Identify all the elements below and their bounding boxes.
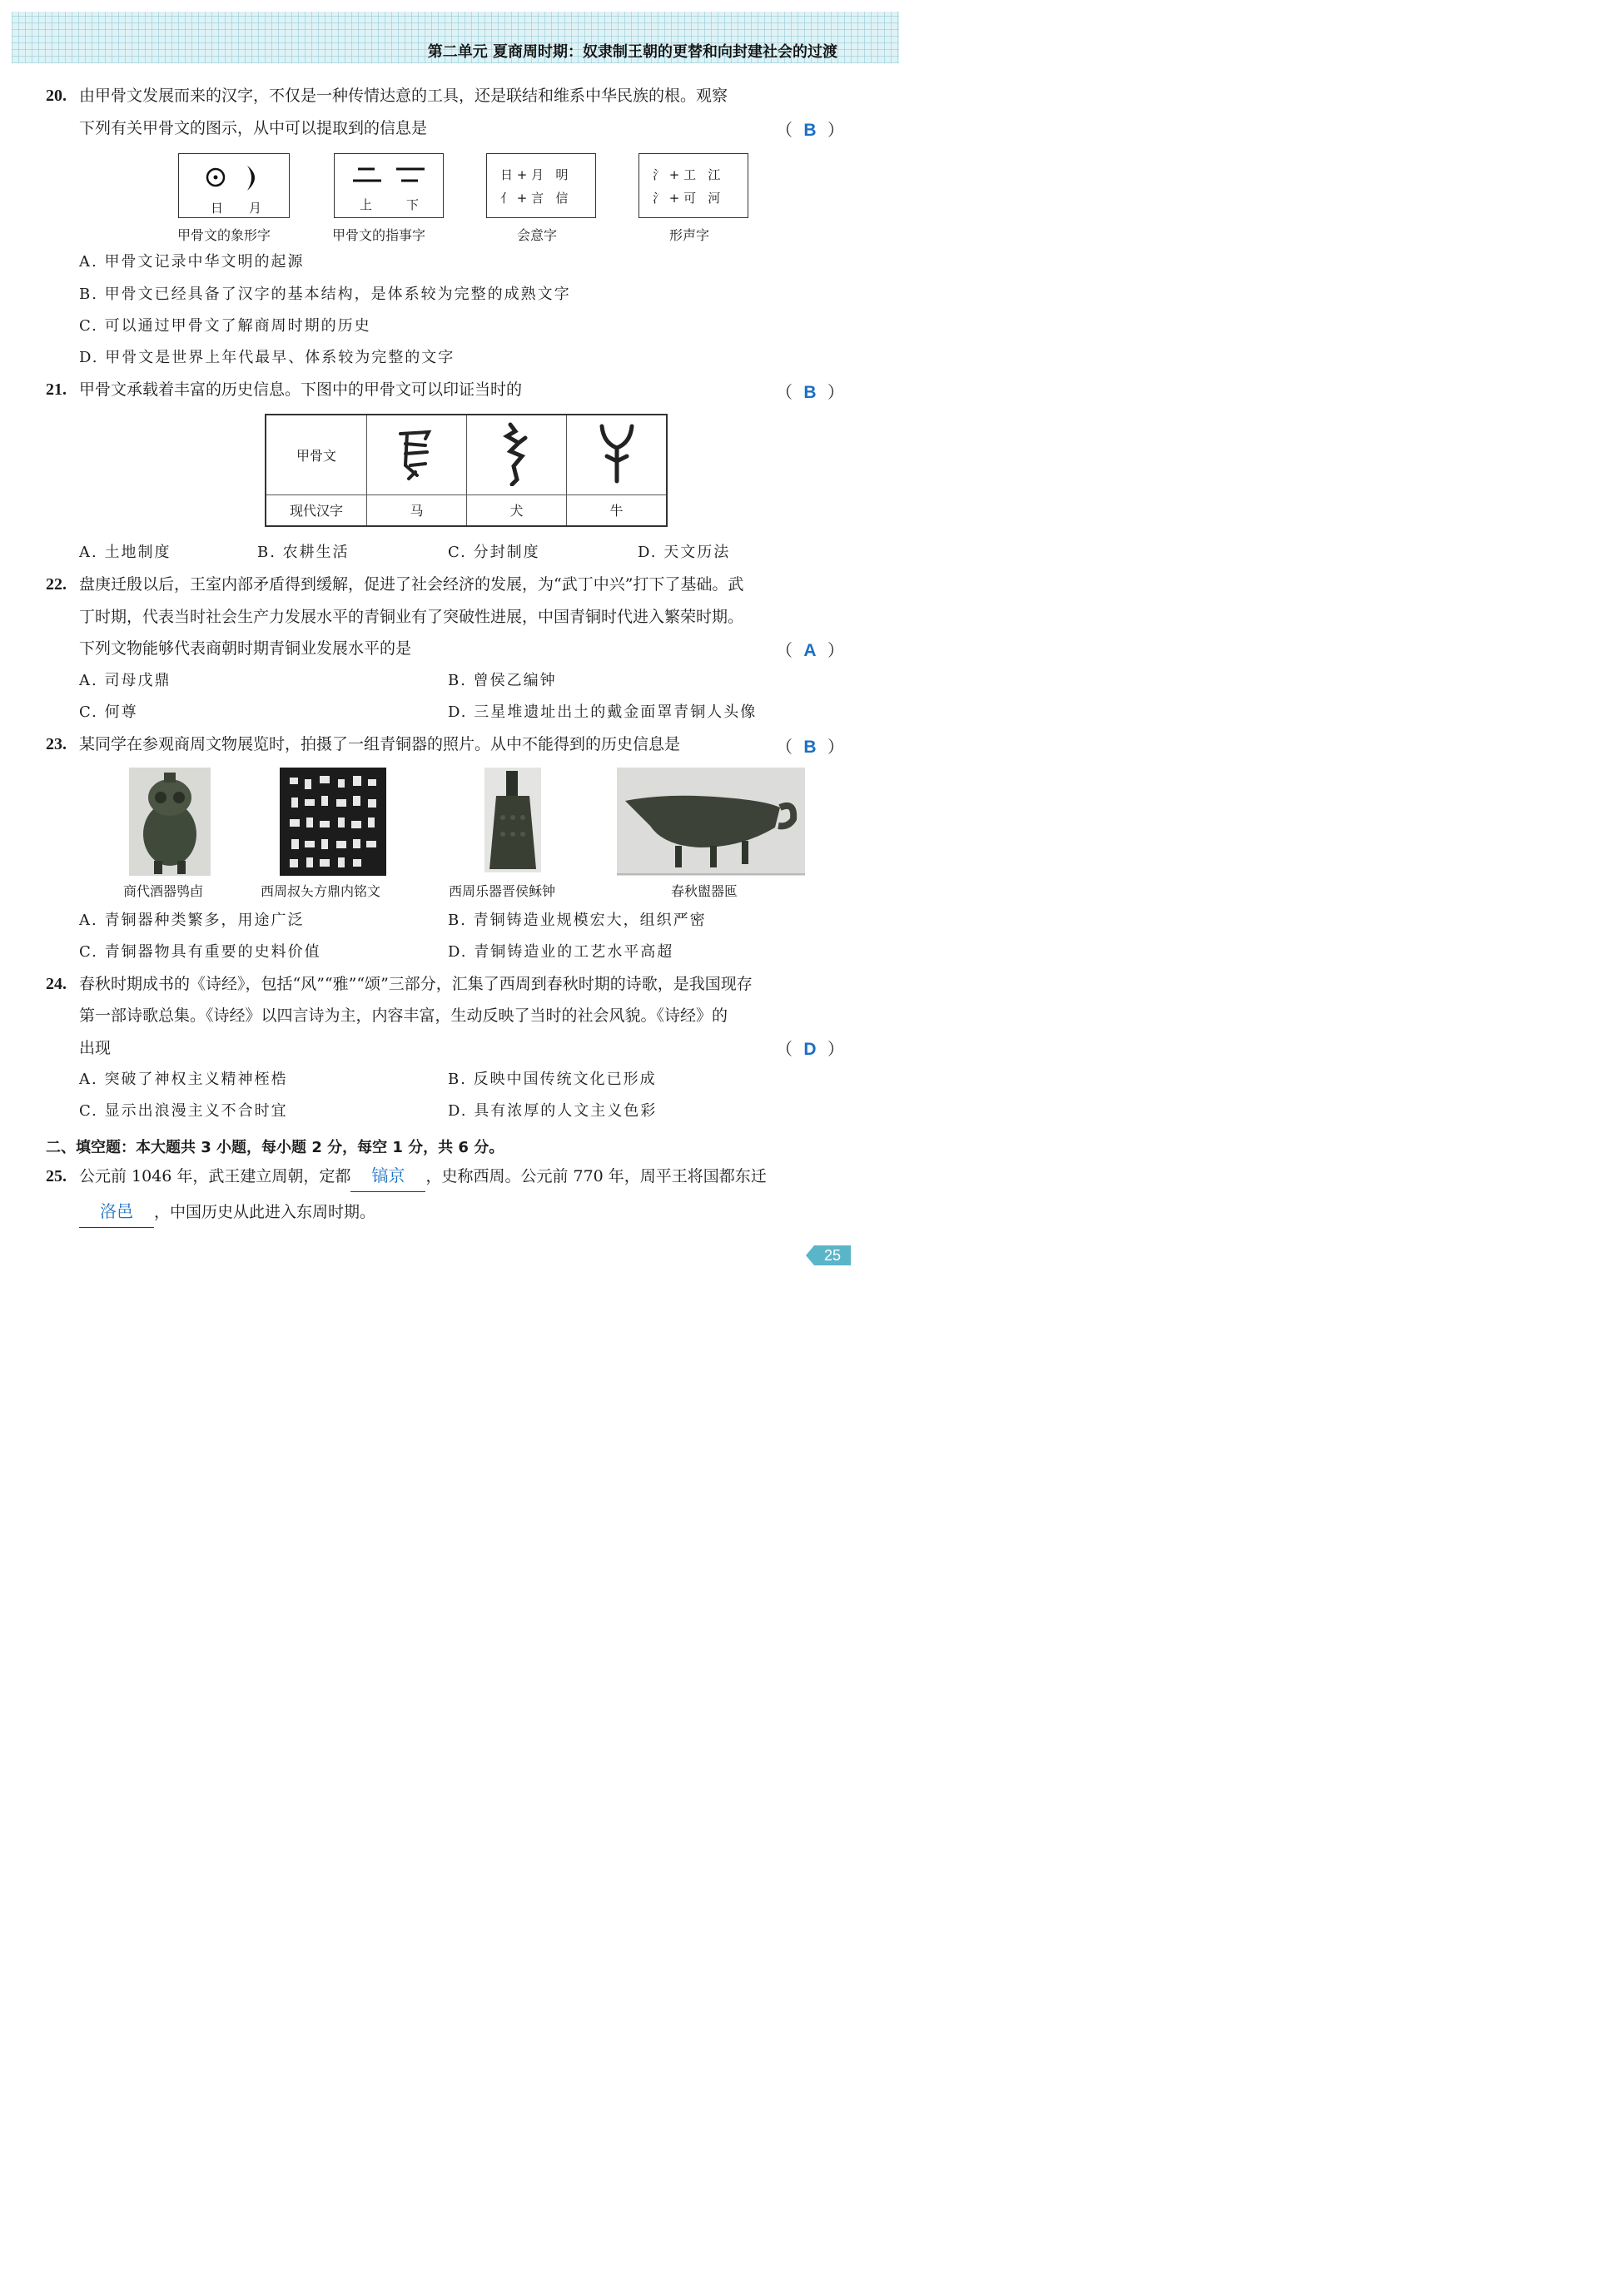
dog-glyph-icon	[492, 420, 542, 486]
option-a: A. 青铜器种类繁多，用途广泛	[79, 912, 305, 929]
question-text-cont: 丁时期，代表当时社会生产力发展水平的青铜业有了突破性进展，中国青铜时代进入繁荣时期。	[79, 608, 744, 626]
option-d: D. 具有浓厚的人文主义色彩	[448, 1102, 658, 1120]
horse-glyph-icon	[392, 424, 442, 482]
answer-bracket: （ D ）	[776, 1040, 844, 1059]
modern-char: 犬	[467, 494, 567, 526]
photo-caption: 春秋盥器匜	[671, 883, 738, 899]
sun-moon-glyphs	[179, 159, 289, 199]
question-21	[46, 374, 522, 405]
pictograph-box	[178, 153, 290, 218]
oracle-glyph-dog	[467, 415, 567, 494]
question-number: 23.	[46, 735, 67, 753]
question-text-cont: ，中国历史从此进入东周时期。	[154, 1203, 376, 1221]
question-number: 20.	[46, 87, 67, 105]
question-22	[46, 569, 743, 600]
question-25	[46, 1160, 767, 1192]
question-25-cont	[79, 1195, 375, 1228]
option-c: C. 何尊	[79, 703, 138, 721]
unit-title: 第二单元 夏商周时期：奴隶制王朝的更替和向封建社会的过渡	[427, 43, 837, 61]
option-c: C. 可以通过甲骨文了解商周时期的历史	[79, 317, 371, 335]
option-c: C. 分封制度	[448, 544, 540, 561]
question-text-cont: 第一部诗歌总集。《诗经》以四言诗为主，内容丰富，生动反映了当时的社会风貌。《诗经》的	[79, 1006, 728, 1025]
section-heading: 二、填空题：本大题共 3 小题，每小题 2 分，每空 1 分，共 6 分。	[46, 1139, 504, 1156]
option-b: B. 青铜铸造业规模宏大，组织严密	[448, 912, 707, 929]
formula-row: 日 + 月 明	[500, 167, 569, 182]
option-a: A. 甲骨文记录中华文明的起源	[79, 253, 305, 271]
question-text-cont: ，史称西周。公元前 770 年，周平王将国都东迁	[425, 1167, 767, 1185]
indicative-box	[334, 153, 444, 218]
oracle-glyph-horse	[367, 415, 467, 494]
answer-letter: B	[803, 738, 817, 757]
question-number: 24.	[46, 975, 67, 993]
figure-caption: 甲骨文的指事字	[332, 227, 426, 243]
option-d: D. 青铜铸造业的工艺水平高超	[448, 943, 674, 961]
option-a: A. 司母戊鼎	[79, 672, 171, 689]
question-text: 春秋时期成书的《诗经》，包括“风”“雅”“颂”三部分，汇集了西周到春秋时期的诗歌，是我国现存	[79, 975, 753, 993]
answer-letter: D	[803, 1040, 817, 1059]
bronze-yi-vessel-photo	[617, 768, 805, 876]
option-b: B. 反映中国传统文化已形成	[448, 1071, 657, 1088]
ox-glyph-icon	[592, 420, 642, 486]
table-header: 甲骨文	[266, 415, 367, 494]
fill-blank-1[interactable]: 镐京	[350, 1160, 425, 1192]
option-d: D. 三星堆遗址出土的戴金面罩青铜人头像	[448, 703, 758, 721]
fill-blank-2[interactable]: 洛邑	[79, 1195, 154, 1228]
bronze-inscription-rubbing	[280, 768, 386, 876]
photo-caption: 西周叔夨方鼎内铭文	[261, 883, 381, 899]
glyph-label: 日	[211, 201, 224, 216]
question-number: 21.	[46, 380, 67, 399]
question-text-cont: 出现	[79, 1039, 112, 1057]
option-b: B. 农耕生活	[257, 544, 350, 561]
question-text: 公元前 1046 年，武王建立周朝，定都	[79, 1167, 351, 1185]
answer-letter: B	[803, 383, 817, 402]
page-number: 25	[814, 1245, 851, 1265]
figure-caption: 会意字	[517, 227, 558, 243]
question-text: 甲骨文承载着丰富的历史信息。下图中的甲骨文可以印证当时的	[79, 380, 523, 399]
option-d: D. 天文历法	[638, 544, 731, 561]
option-c: C. 青铜器物具有重要的史料价值	[79, 943, 321, 961]
answer-bracket: （ A ）	[776, 641, 844, 660]
compound-ideograph-box	[486, 153, 596, 218]
modern-char: 马	[367, 494, 467, 526]
formula-row: 氵 + 工 江	[653, 167, 721, 182]
question-text-cont: 下列文物能够代表商朝时期青铜业发展水平的是	[79, 639, 412, 658]
glyph-label: 下	[406, 197, 420, 212]
answer-letter: A	[803, 641, 817, 660]
formula-row: 氵 + 可 河	[653, 191, 721, 206]
question-23	[46, 728, 680, 760]
figure-caption: 形声字	[669, 227, 710, 243]
option-a: A. 土地制度	[79, 544, 171, 561]
glyph-label: 上	[360, 197, 373, 212]
owl-zun-photo	[129, 768, 211, 876]
answer-bracket: （ B ）	[776, 383, 844, 402]
answer-letter: B	[803, 121, 817, 140]
question-number: 25.	[46, 1167, 67, 1185]
oracle-glyph-ox	[567, 415, 668, 494]
option-c: C. 显示出浪漫主义不合时宜	[79, 1102, 288, 1120]
option-d: D. 甲骨文是世界上年代最早、体系较为完整的文字	[79, 349, 455, 366]
option-b: B. 曾侯乙编钟	[448, 672, 557, 689]
figure-caption: 甲骨文的象形字	[177, 227, 271, 243]
photo-caption: 商代酒器鸮卣	[123, 883, 204, 899]
table-header: 现代汉字	[266, 494, 367, 526]
question-text: 盘庚迁殷以后，王室内部矛盾得到缓解，促进了社会经济的发展，为“武丁中兴”打下了基础。武	[79, 575, 744, 594]
shang-xia-glyphs	[335, 159, 443, 192]
bronze-bell-photo	[484, 768, 541, 872]
formula-row: 亻 + 言 信	[500, 191, 569, 206]
oracle-bone-table	[265, 414, 668, 527]
option-a: A. 突破了神权主义精神桎梏	[79, 1071, 288, 1088]
question-text-cont: 下列有关甲骨文的图示，从中可以提取到的信息是	[79, 119, 428, 137]
question-text: 某同学在参观商周文物展览时，拍摄了一组青铜器的照片。从中不能得到的历史信息是	[79, 735, 681, 753]
photo-caption: 西周乐器晋侯稣钟	[449, 883, 556, 899]
option-b: B. 甲骨文已经具备了汉字的基本结构，是体系较为完整的成熟文字	[79, 286, 571, 303]
answer-bracket: （ B ）	[776, 121, 844, 140]
question-number: 22.	[46, 575, 67, 594]
question-20	[46, 80, 728, 112]
glyph-label: 月	[249, 201, 262, 216]
page-arrow-icon	[806, 1245, 814, 1265]
question-text: 由甲骨文发展而来的汉字，不仅是一种传情达意的工具，还是联结和维系中华民族的根。观察	[79, 87, 728, 105]
phono-semantic-box	[639, 153, 748, 218]
answer-bracket: （ B ）	[776, 738, 844, 757]
question-24	[46, 968, 753, 1000]
modern-char: 牛	[567, 494, 668, 526]
